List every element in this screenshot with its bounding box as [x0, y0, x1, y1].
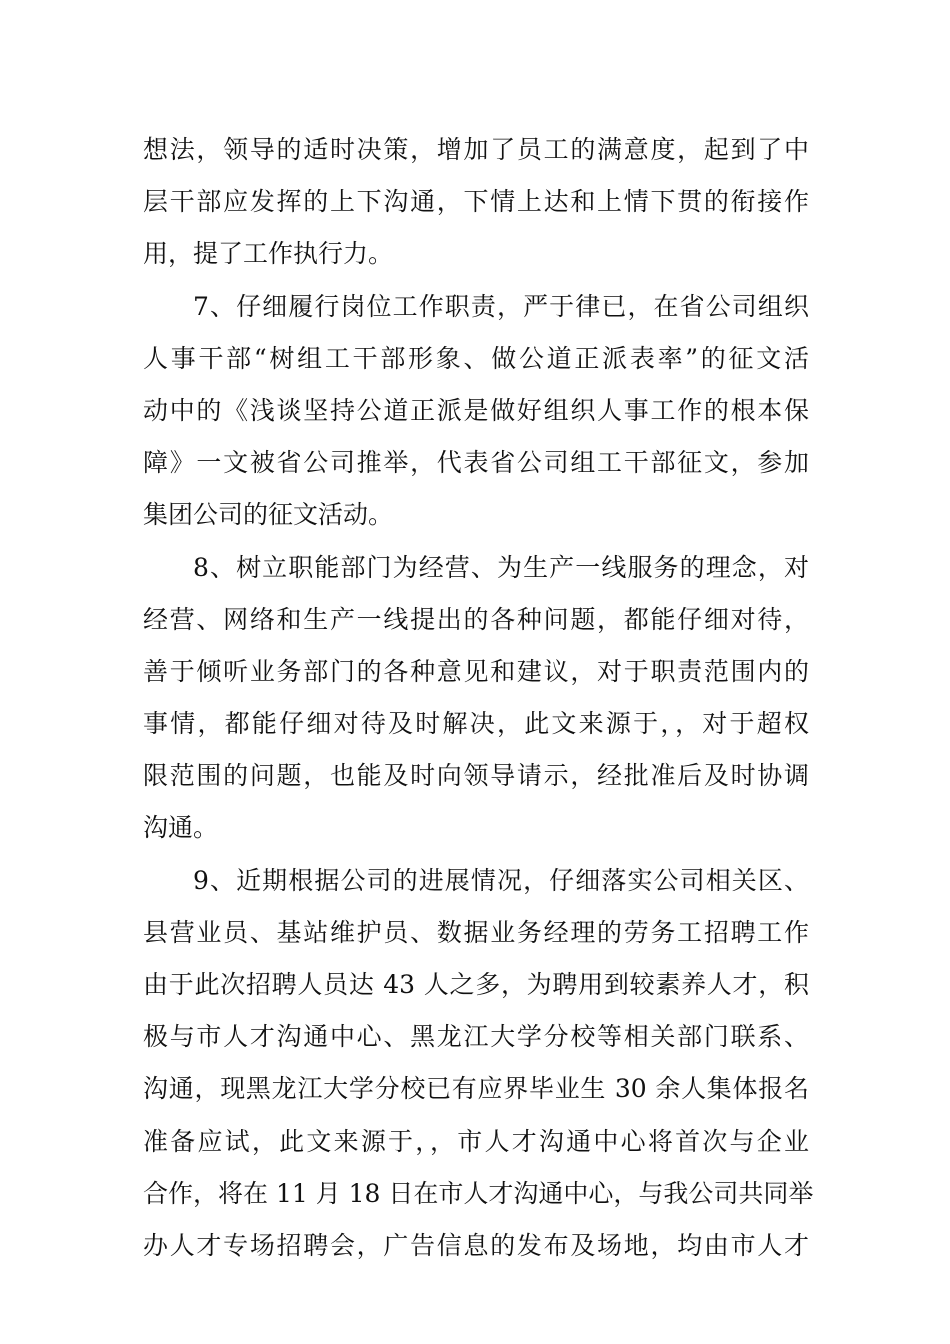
text-line: 人事干部“树组工干部形象、做公道正派表率”的征文活 [143, 343, 809, 373]
text-line: 极与市人才沟通中心、黑龙江大学分校等相关部门联系、 [143, 1022, 809, 1052]
text-line: 层干部应发挥的上下沟通，下情上达和上情下贯的衔接作 [143, 187, 809, 217]
text-line: 县营业员、基站维护员、数据业务经理的劳务工招聘工作 [143, 917, 809, 947]
text-line: 用，提了工作执行力。 [143, 239, 394, 269]
text-line: 经营、网络和生产一线提出的各种问题，都能仔细对待， [143, 604, 809, 634]
text-line: 动中的《浅谈坚持公道正派是做好组织人事工作的根本保 [143, 395, 809, 425]
text-line: 想法，领导的适时决策，增加了员工的满意度，起到了中 [143, 135, 809, 164]
text-line: 办人才专场招聘会，广告信息的发布及场地，均由市人才 [143, 1230, 809, 1260]
document-body [143, 124, 814, 1272]
text-line: 由于此次招聘人员达 43 人之多，为聘用到较素养人才，积 [143, 970, 809, 999]
text-line: 沟通，现黑龙江大学分校已有应界毕业生 30 余人集体报名 [143, 1074, 809, 1104]
text-line: 善于倾听业务部门的各种意见和建议，对于职责范围内的 [143, 656, 809, 686]
text-line: 9、近期根据公司的进展情况，仔细落实公司相关区、 [193, 865, 809, 895]
text-line: 限范围的问题，也能及时向领导请示，经批准后及时协调 [143, 761, 809, 791]
text-line: 8、树立职能部门为经营、为生产一线服务的理念，对 [193, 552, 809, 582]
text-line: 集团公司的征文活动。 [143, 500, 394, 530]
text-line: 合作，将在 11 月 18 日在市人才沟通中心，与我公司共同举 [143, 1178, 814, 1208]
text-line: 障》一文被省公司推举，代表省公司组工干部征文，参加 [143, 448, 809, 478]
text-line: 沟通。 [143, 813, 219, 843]
text-line: 7、仔细履行岗位工作职责，严于律已，在省公司组织 [193, 291, 809, 321]
text-line: 事情，都能仔细对待及时解决，此文来源于，，对于超权 [143, 709, 809, 739]
text-line: 准备应试，此文来源于，，市人才沟通中心将首次与企业 [143, 1126, 809, 1156]
